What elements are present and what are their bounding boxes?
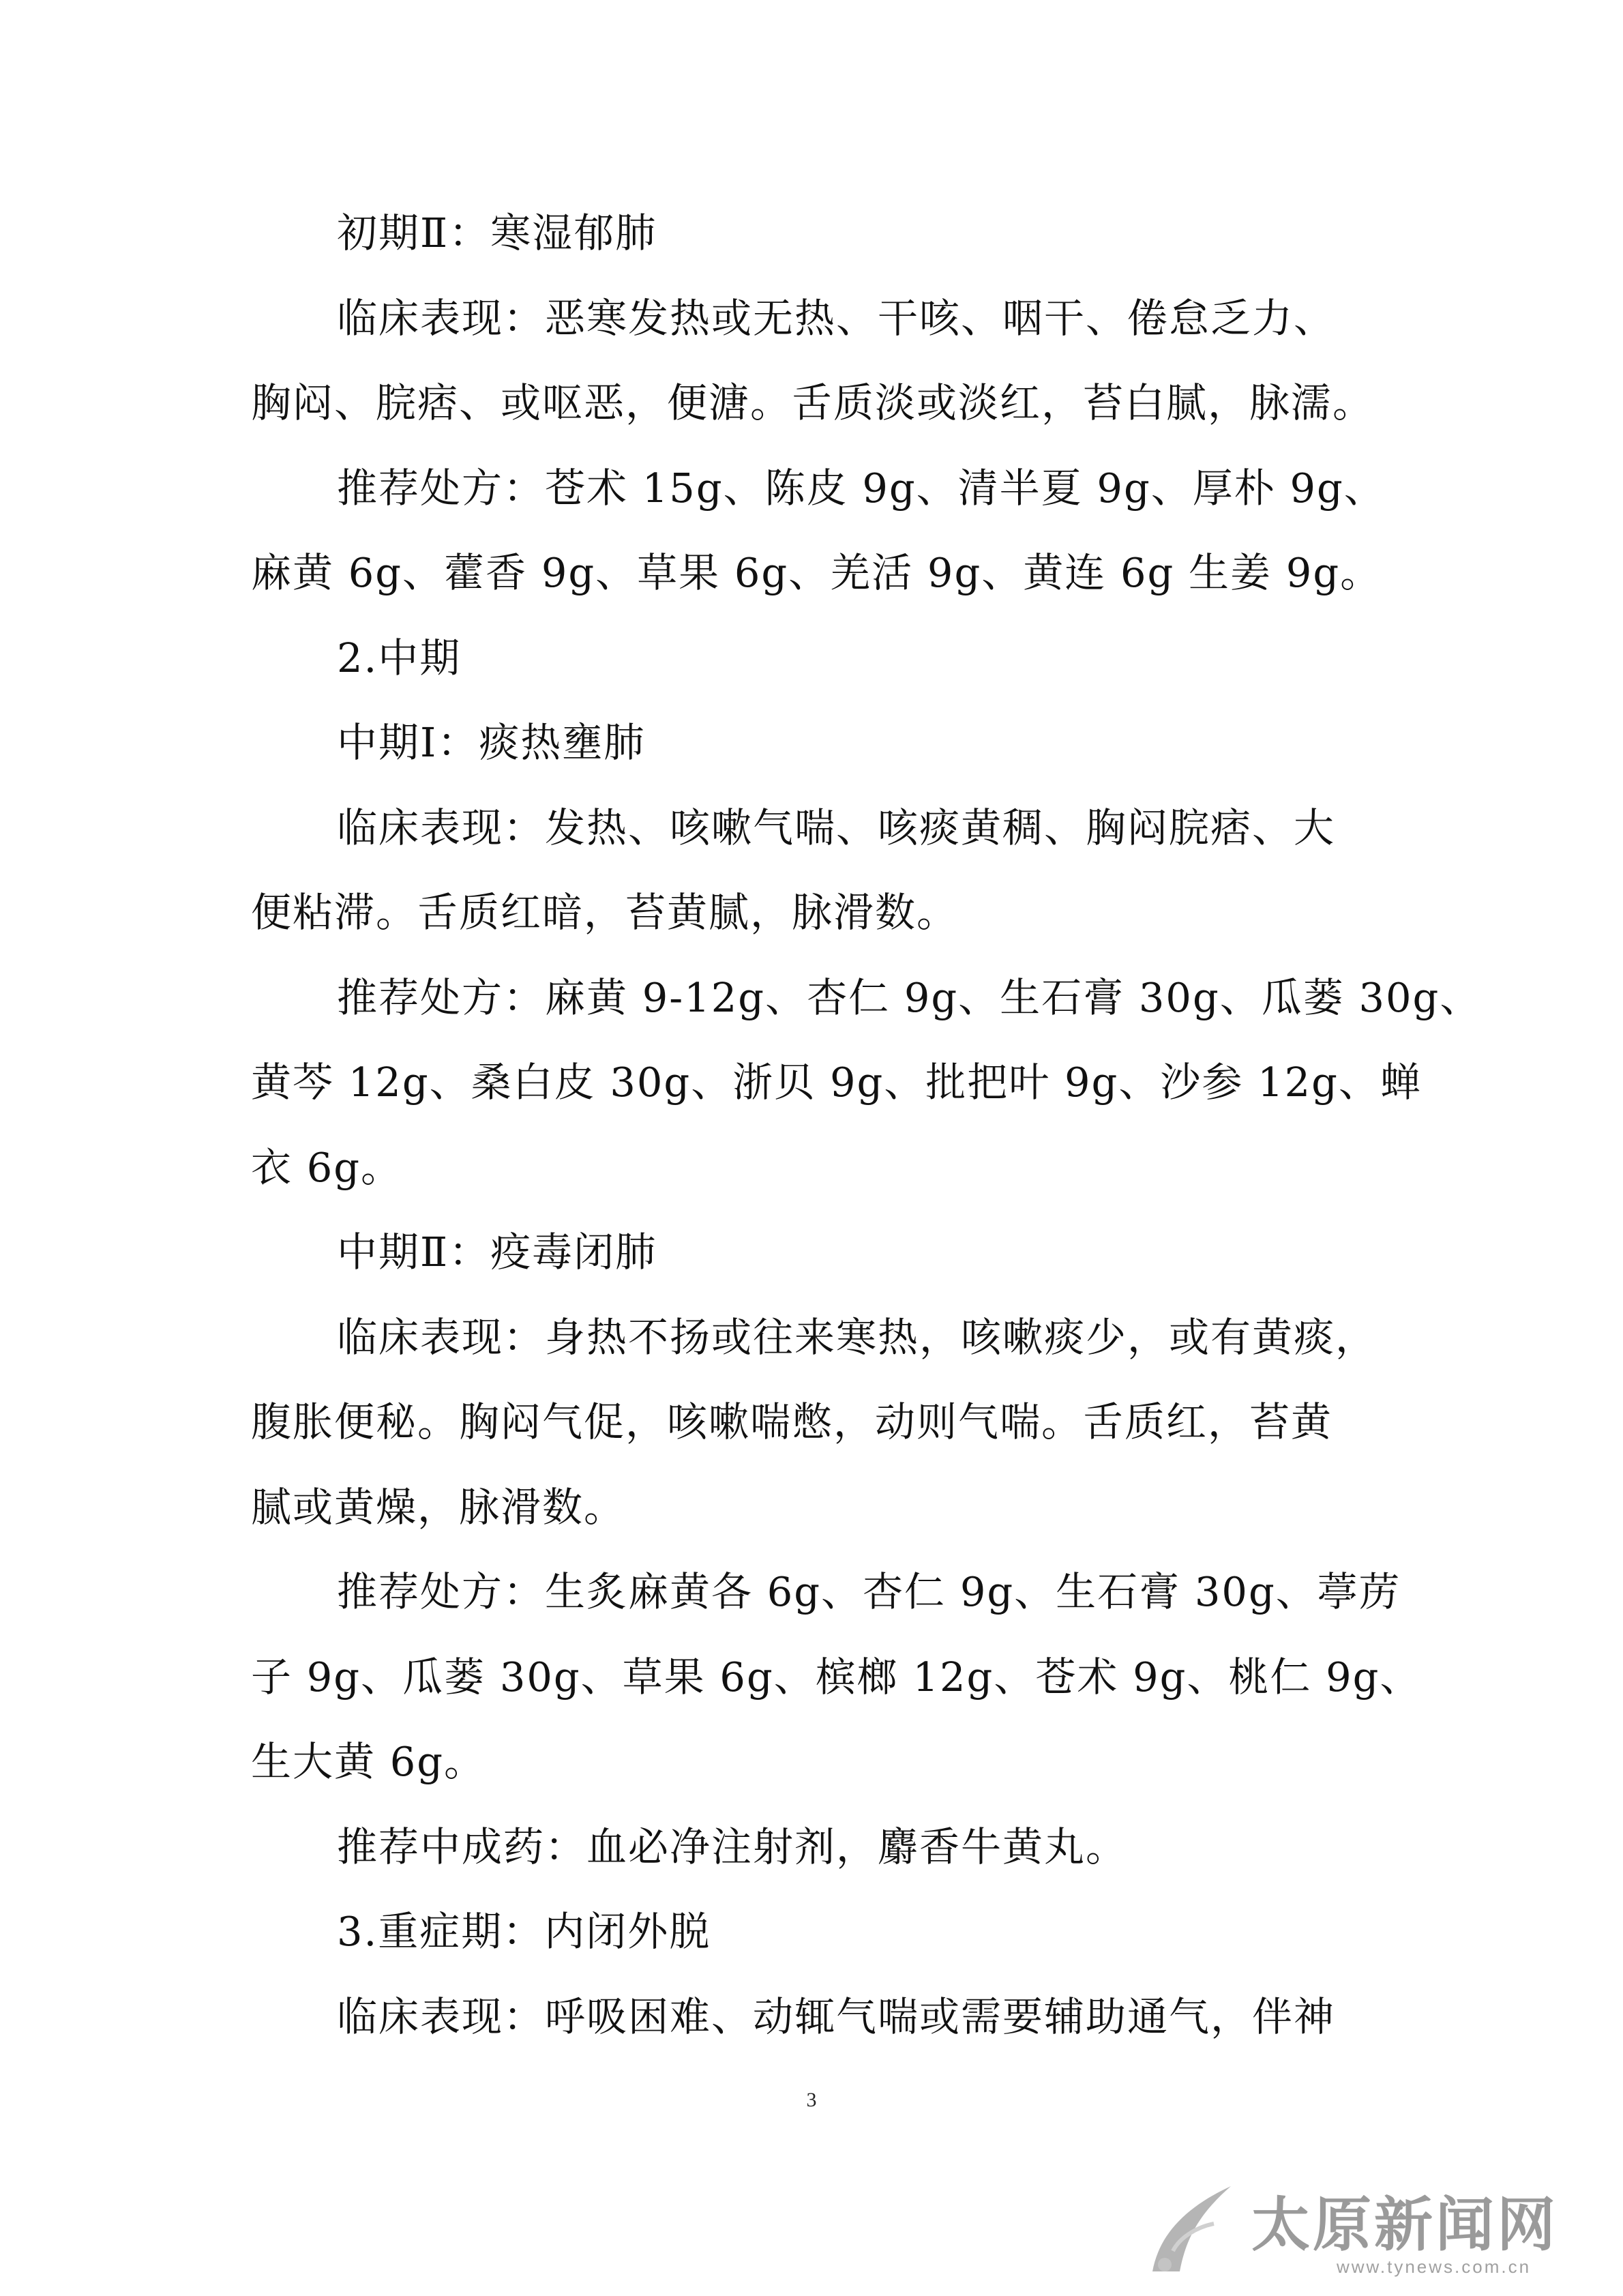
text-line: 临床表现：身热不扬或往来寒热，咳嗽痰少，或有黄痰， [337,1313,1378,1361]
text-line: 初期Ⅱ：寒湿郁肺 [337,209,657,256]
text-line: 衣 6g。 [251,1143,403,1191]
text-line: 生大黄 6g。 [251,1738,486,1785]
text-line: 麻黄 6g、藿香 9g、草果 6g、羌活 9g、黄连 6g 生姜 9g。 [251,549,1382,596]
text-line: 腹胀便秘。胸闷气促，咳嗽喘憋，动则气喘。舌质红，苔黄 [251,1398,1333,1445]
text-line: 腻或黄燥，脉滑数。 [251,1483,626,1531]
text-line: 黄芩 12g、桑白皮 30g、浙贝 9g、批把叶 9g、沙参 12g、蝉 [251,1059,1422,1106]
text-line: 推荐中成药：血必净注射剂，麝香牛黄丸。 [337,1823,1128,1870]
text-line: 推荐处方：苍术 15g、陈皮 9g、清半夏 9g、厚朴 9g、 [337,464,1386,512]
text-line: 推荐处方：生炙麻黄各 6g、杏仁 9g、生石膏 30g、葶苈 [337,1568,1401,1615]
subsection-heading: 中期Ⅰ：痰热壅肺 [337,719,646,766]
text-line: 子 9g、瓜蒌 30g、草果 6g、槟榔 12g、苍术 9g、桃仁 9g、 [251,1653,1422,1701]
watermark-title: 太原新闻网 [1251,2191,1558,2259]
news-logo-icon [1132,2169,1248,2285]
text-line: 推荐处方：麻黄 9-12g、杏仁 9g、生石膏 30g、瓜蒌 30g、 [337,973,1482,1021]
text-line: 临床表现：恶寒发热或无热、干咳、咽干、倦怠乏力、 [337,294,1336,342]
text-line: 临床表现：发热、咳嗽气喘、咳痰黄稠、胸闷脘痞、大 [337,804,1336,851]
text-line: 胸闷、脘痞、或呕恶，便溏。舌质淡或淡红，苔白腻，脉濡。 [251,379,1375,426]
document-body [251,191,1482,2059]
watermark-url: www.tynews.com.cn [1337,2256,1532,2277]
section-heading: 2.中期 [337,634,462,681]
text-line: 临床表现：呼吸困难、动辄气喘或需要辅助通气，伴神 [337,1992,1336,2040]
section-heading: 3.重症期：内闭外脱 [337,1908,711,1955]
watermark [1132,2169,1603,2285]
page-number: 3 [806,2089,817,2111]
text-line: 便粘滞。舌质红暗，苔黄腻，脉滑数。 [251,889,959,936]
subsection-heading: 中期Ⅱ：疫毒闭肺 [337,1228,657,1276]
